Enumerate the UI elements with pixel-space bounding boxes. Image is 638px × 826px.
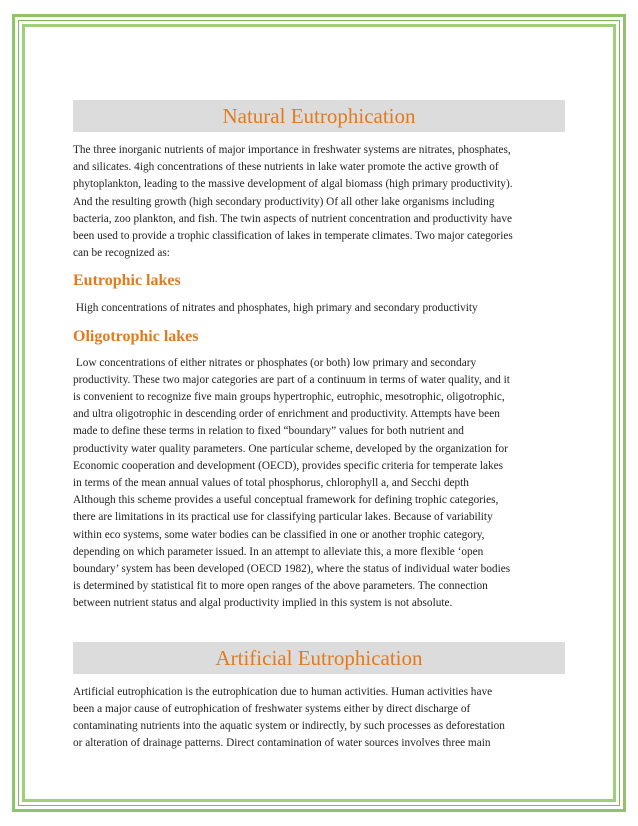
text-line: contaminating nutrients into the aquatic system or indirectly, by such processes as deforestation <box>73 720 505 733</box>
text-line: depending on which parameter issued. In an attempt to alleviate this, a more flexible ‘open <box>73 545 484 558</box>
section-title-artificial-eutrophication: Artificial Eutrophication <box>73 642 565 674</box>
text-line: productivity water quality parameters. One particular scheme, developed by the organization for <box>73 442 508 455</box>
section-title-natural-eutrophication: Natural Eutrophication <box>73 100 565 132</box>
text-line: Although this scheme provides a useful conceptual framework for defining trophic categories, <box>73 494 499 507</box>
text-line: phytoplankton, leading to the massive development of algal biomass (high primary productivity). <box>73 178 513 191</box>
text-line: And the resulting growth (high secondary productivity) Of all other lake organisms including <box>73 195 495 208</box>
text-line: and ultra oligotrophic in descending order of enrichment and productivity. Attempts have been <box>73 408 500 421</box>
text-line: been used to provide a trophic classification of lakes in temperate climates. Two major categories <box>73 230 513 243</box>
subheading-oligotrophic-lakes: Oligotrophic lakes <box>73 327 199 345</box>
artificial-paragraph <box>73 684 565 753</box>
text-line: can be recognized as: <box>73 247 170 260</box>
text-line: The three inorganic nutrients of major importance in freshwater systems are nitrates, phosphates, <box>73 144 511 156</box>
text-line: made to define these terms in relation to fixed “boundary” values for both nutrient and <box>73 425 464 438</box>
eutrophic-paragraph: High concentrations of nitrates and phosphates, high primary and secondary productivity <box>73 302 478 315</box>
text-line: or alteration of drainage patterns. Direct contamination of water sources involves three main <box>73 737 491 750</box>
text-line: within eco systems, some water bodies can be classified in one or another trophic category, <box>73 528 485 541</box>
text-line: productivity. These two major categories are part of a continuum in terms of water quality, and it <box>73 373 510 386</box>
intro-paragraph <box>73 142 565 262</box>
text-line: Low concentrations of either nitrates or phosphates (or both) low primary and secondary <box>73 356 477 369</box>
text-line: is convenient to recognize five main groups hypertrophic, eutrophic, mesotrophic, oligotrophic, <box>73 391 505 404</box>
text-line: is determined by statistical fit to more open ranges of the above parameters. The connection <box>73 580 488 593</box>
text-line: in terms of the mean annual values of total phosphorus, chlorophyll a, and Secchi depth <box>73 477 469 490</box>
text-line: bacteria, zoo plankton, and fish. The twin aspects of nutrient concentration and productivity have <box>73 212 512 225</box>
text-line: between nutrient status and algal productivity implied in this system is not absolute. <box>73 597 453 610</box>
text-line: there are limitations in its practical use for classifying particular lakes. Because of variability <box>73 511 493 524</box>
text-line: been a major cause of eutrophication of freshwater systems either by direct discharge of <box>73 702 471 715</box>
subheading-eutrophic-lakes: Eutrophic lakes <box>73 272 181 290</box>
text-line: boundary’ system has been developed (OECD 1982), where the status of individual water bodies <box>73 563 511 576</box>
page-content <box>73 100 565 752</box>
oligotrophic-paragraph <box>73 355 565 613</box>
text-line: Artificial eutrophication is the eutrophication due to human activities. Human activities have <box>73 685 493 698</box>
text-line: and silicates. 4igh concentrations of these nutrients in lake water promote the active growth of <box>73 161 499 174</box>
text-line: Economic cooperation and development (OECD), provides specific criteria for temperate lakes <box>73 459 504 472</box>
